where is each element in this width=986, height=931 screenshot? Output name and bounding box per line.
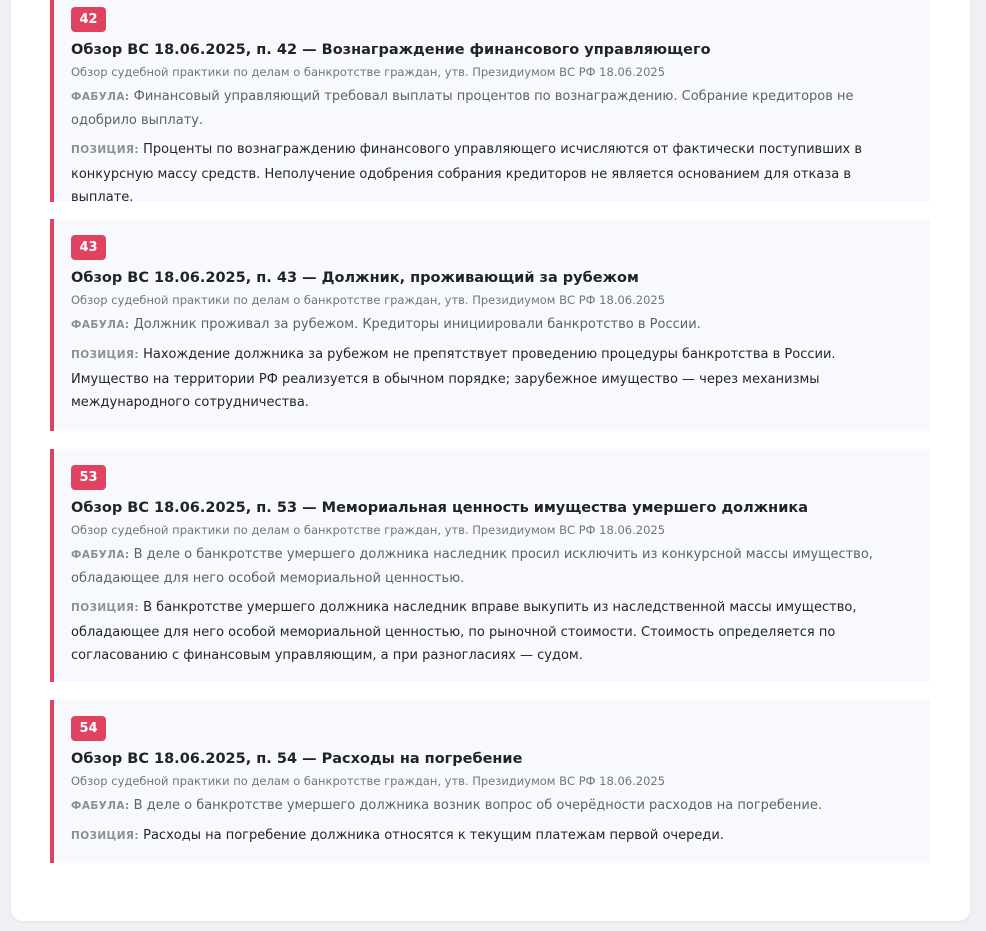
fabula-text: Должник проживал за рубежом. Кредиторы инициировали банкротство в России. (133, 317, 701, 332)
card-source: Обзор судебной практики по делам о банкротстве граждан, утв. Президиумом ВС РФ 18.06.2025 (71, 523, 666, 537)
card-position (71, 596, 914, 668)
fabula-label: ФАБУЛА: (71, 800, 130, 812)
position-label: ПОЗИЦИЯ: (71, 830, 139, 842)
card-fabula (71, 313, 914, 337)
fabula-label: ФАБУЛА: (71, 319, 130, 331)
fabula-text: В деле о банкротстве умершего должника возник вопрос об очерёдности расходов на погребение. (133, 798, 822, 813)
fabula-label: ФАБУЛА: (71, 549, 130, 561)
item-number-badge: 42 (71, 7, 106, 32)
card-source: Обзор судебной практики по делам о банкротстве граждан, утв. Президиумом ВС РФ 18.06.2025 (71, 774, 666, 788)
fabula-label: ФАБУЛА: (71, 91, 130, 103)
item-number-badge: 54 (71, 716, 106, 741)
position-text: Нахождение должника за рубежом не препятствует проведению процедуры банкротства в России. Имущество на территории РФ реализуется в обычном порядке; зарубежное имущество — через механизмы международного сотрудничества. (71, 347, 836, 410)
card-fabula (71, 794, 914, 818)
fabula-text: Финансовый управляющий требовал выплаты процентов по вознаграждению. Собрание кредиторов не одобрило выплату. (71, 89, 854, 128)
card-position (71, 824, 914, 849)
card-source: Обзор судебной практики по делам о банкротстве граждан, утв. Президиумом ВС РФ 18.06.2025 (71, 65, 666, 79)
item-number-badge: 53 (71, 465, 106, 490)
position-text: Расходы на погребение должника относятся к текущим платежам первой очереди. (143, 828, 724, 843)
card-position (71, 138, 914, 210)
position-text: В банкротстве умершего должника наследник вправе выкупить из наследственной массы имущество, обладающее для него особой мемориальной ценностью, по рыночной стоимости. Стоимость определяется по согласованию с финансовым управляющим, а при разногласиях — судом. (71, 600, 857, 663)
card-title: Обзор ВС 18.06.2025, п. 42 — Вознаграждение финансового управляющего (71, 42, 711, 58)
practice-card (50, 449, 930, 682)
card-title: Обзор ВС 18.06.2025, п. 43 — Должник, проживающий за рубежом (71, 270, 639, 286)
position-label: ПОЗИЦИЯ: (71, 349, 139, 361)
card-fabula (71, 85, 914, 132)
fabula-text: В деле о банкротстве умершего должника наследник просил исключить из конкурсной массы имущество, обладающее для него особой мемориальной ценностью. (71, 547, 873, 586)
position-label: ПОЗИЦИЯ: (71, 602, 139, 614)
practice-card (50, 219, 930, 431)
position-text: Проценты по вознаграждению финансового управляющего исчисляются от фактически поступивших в конкурсную массу средств. Неполучение одобрения собрания кредиторов не является основанием для отказа в выплате. (71, 142, 863, 205)
card-position (71, 343, 914, 415)
item-number-badge: 43 (71, 235, 106, 260)
card-title: Обзор ВС 18.06.2025, п. 54 — Расходы на погребение (71, 751, 523, 767)
practice-card (50, 0, 930, 205)
card-title: Обзор ВС 18.06.2025, п. 53 — Мемориальная ценность имущества умершего должника (71, 500, 808, 516)
practice-card (50, 700, 930, 863)
card-fabula (71, 543, 914, 590)
position-label: ПОЗИЦИЯ: (71, 144, 139, 156)
card-source: Обзор судебной практики по делам о банкротстве граждан, утв. Президиумом ВС РФ 18.06.2025 (71, 293, 666, 307)
